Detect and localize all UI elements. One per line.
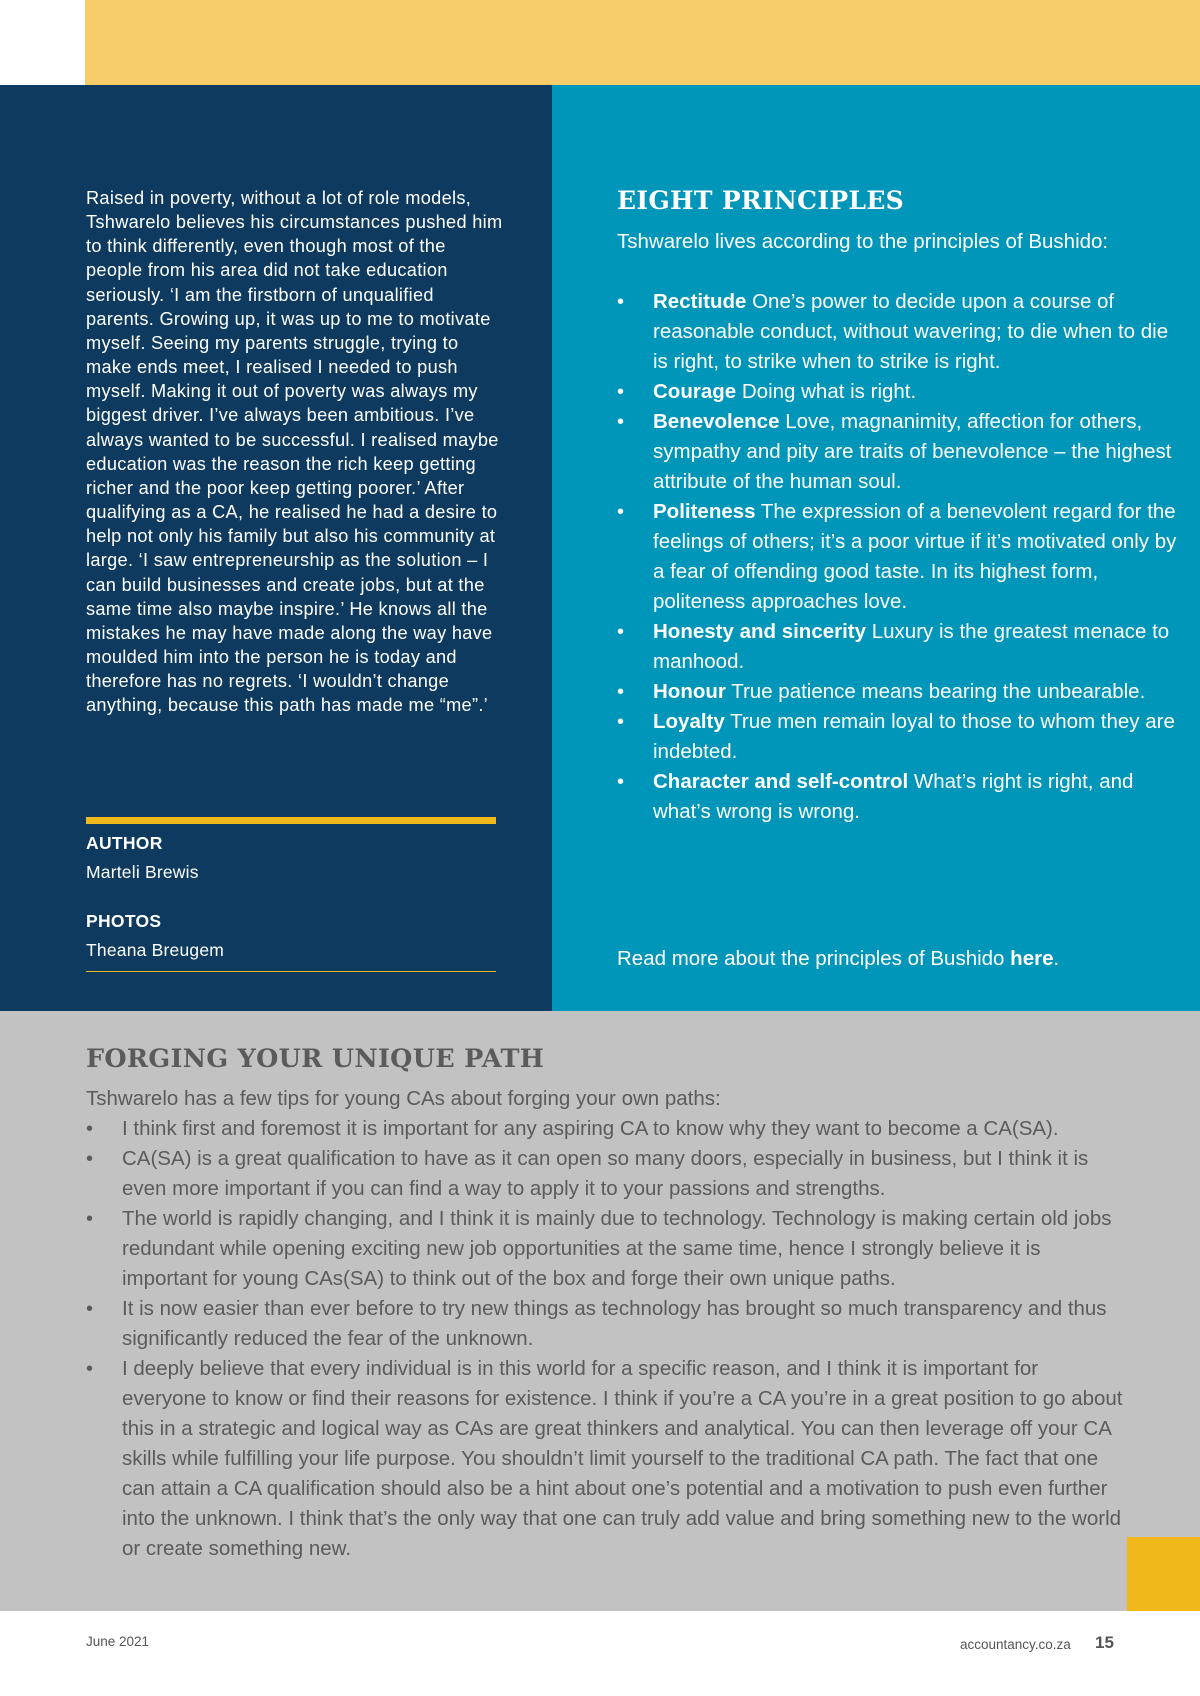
read-more-text: Read more about the principles of Bushido [617,947,1005,970]
read-more-suffix: . [1053,947,1060,970]
principles-panel [552,85,1200,1011]
tips-title: FORGING YOUR UNIQUE PATH [86,1044,545,1074]
bullet-icon: • [617,411,625,433]
bullet-icon: • [617,291,625,313]
principle-text: One’s power to decide upon a course of reasonable conduct, without wavering; to die when to die is right, to strike when to strike is right. [653,290,1169,373]
bullet-icon: • [86,1148,94,1170]
principle-item [617,497,1182,617]
bullet-icon: • [617,681,625,703]
principle-text: Luxury is the greatest menace to manhood. [653,620,1170,673]
principle-text: True men remain loyal to those to whom they are indebted. [653,710,1175,763]
bullet-icon: • [86,1358,94,1380]
tip-text: It is now easier than ever before to try new things as technology has brought so much transparency and thus significantly reduced the fear of the unknown. [122,1297,1107,1350]
tip-item [86,1144,1126,1204]
principle-term: Honesty and sincerity [653,620,867,643]
principle-term: Loyalty [653,710,725,733]
bullet-icon: • [617,501,625,523]
principle-text: What’s right is right, and what’s wrong is wrong. [653,770,1134,823]
principle-term: Honour [653,680,726,703]
read-more [617,944,1059,974]
principles-title: EIGHT PRINCIPLES [617,186,905,215]
principle-text: True patience means bearing the unbearable. [731,680,1146,703]
principle-term: Benevolence [653,410,780,433]
bullet-icon: • [617,621,625,643]
photos-label: PHOTOS [86,911,162,931]
principles-list [617,287,1182,827]
story-panel [0,85,552,1011]
principle-text: The expression of a benevolent regard for the feelings of others; it’s a poor virtue if it’s motivated only by a fear of offending good taste. In its highest form, politeness approaches love. [653,500,1177,613]
principle-term: Politeness [653,500,756,523]
tip-item [86,1294,1126,1354]
website-link[interactable]: accountancy.co.za [960,1637,1071,1652]
photos-name: Theana Breugem [86,940,225,960]
bullet-icon: • [617,711,625,733]
principle-item [617,407,1182,497]
tips-intro: Tshwarelo has a few tips for young CAs about forging your own paths: [86,1087,721,1110]
author-label: AUTHOR [86,833,163,853]
principle-text: Love, magnanimity, affection for others, sympathy and pity are traits of benevolence – the highest attribute of the human soul. [653,410,1172,493]
story-text: Raised in poverty, without a lot of role models, Tshwarelo believes his circumstances pushed him to think differently, even though most of the people from his area did not take education seriously. ‘I am the firstborn of unqualified parents. Growing up, it was up to me to motivate myself. Seeing my parents struggle, trying to make ends meet, I realised I needed to push myself. Making it out of poverty was always my biggest driver. I’ve always been ambitious. I’ve always wanted to be successful. I realised maybe education was the reason the rich keep getting richer and the poor keep getting poorer.’ After qualifying as a CA, he realised he had a desire to help not only his family but also his community at large. ‘I saw entrepreneurship as the solution – I can build businesses and create jobs, but at the same time also maybe inspire.’ He knows all the mistakes he may have made along the way have moulded him into the person he is today and therefore has no regrets. ‘I wouldn’t change anything, because this path has made me “me”.’ [86,188,503,716]
credits-divider [86,971,496,972]
principle-item [617,707,1182,767]
gold-divider [86,817,496,824]
principle-item [617,677,1182,707]
tips-list [86,1114,1126,1564]
principle-term: Rectitude [653,290,747,313]
principle-term: Character and self-control [653,770,909,793]
tip-text: The world is rapidly changing, and I think it is mainly due to technology. Technology is making certain old jobs redundant while opening exciting new job opportunities at the same time, hence I strongly believe it is important for young CAs(SA) to think out of the box and forge their own unique paths. [122,1207,1112,1290]
bushido-link[interactable]: here [1010,947,1054,970]
bullet-icon: • [86,1118,94,1140]
bullet-icon: • [617,381,625,403]
tip-text: CA(SA) is a great qualification to have as it can open so many doors, especially in business, but I think it is even more important if you can find a way to apply it to your passions and strengths. [122,1147,1089,1200]
issue-date: June 2021 [86,1634,150,1649]
principle-text: Doing what is right. [741,380,917,403]
top-color-band [85,0,1200,85]
tip-item [86,1114,1126,1144]
tip-item [86,1204,1126,1294]
bullet-icon: • [86,1208,94,1230]
principle-term: Courage [653,380,737,403]
principles-intro: Tshwarelo lives according to the principles of Bushido: [617,230,1109,253]
principle-item [617,287,1182,377]
principle-item [617,377,1182,407]
tips-panel [0,1011,1200,1611]
bullet-icon: • [86,1298,94,1320]
bullet-icon: • [617,771,625,793]
tip-text: I think first and foremost it is important for any aspiring CA to know why they want to become a CA(SA). [122,1117,1059,1140]
principle-item [617,617,1182,677]
tip-text: I deeply believe that every individual is in this world for a specific reason, and I think it is important for everyone to know or find their reasons for existence. I think if you’re a CA you’re in a great position to go about this in a strategic and logical way as CAs are great thinkers and analytical. You can then leverage off your CA skills while fulfilling your life purpose. You shouldn’t limit yourself to the traditional CA path. The fact that one can attain a CA qualification should also be a hint about one’s potential and a motivation to push even further into the unknown. I think that’s the only way that one can truly add value and bring something new to the world or create something new. [122,1357,1123,1560]
page-number: 15 [1095,1633,1114,1652]
principle-item [617,767,1182,827]
tip-item [86,1354,1126,1564]
author-name: Marteli Brewis [86,862,199,882]
gold-corner-tab [1127,1537,1200,1611]
